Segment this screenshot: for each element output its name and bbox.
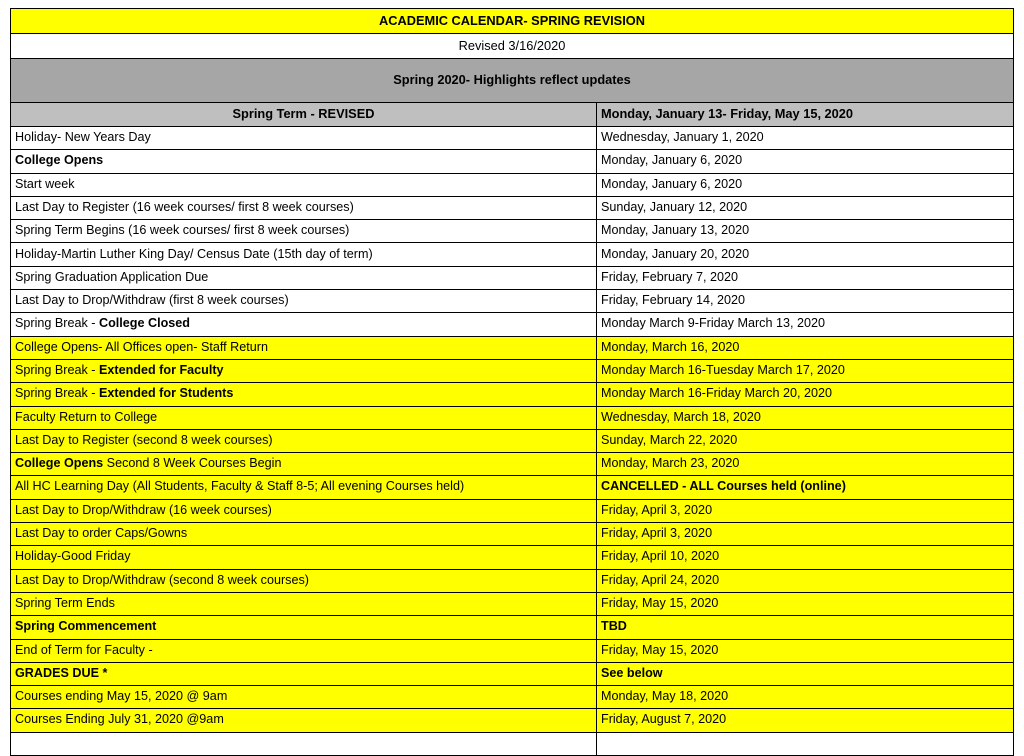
date-cell: CANCELLED - ALL Courses held (online)	[597, 476, 1014, 499]
date-cell: Friday, February 7, 2020	[597, 266, 1014, 289]
table-row	[11, 220, 1014, 243]
date-cell: See below	[597, 662, 1014, 685]
event-label-bold: Extended for Faculty	[99, 363, 224, 377]
event-cell: Last Day to Register (second 8 week courses)	[11, 429, 597, 452]
date-cell: Monday March 16-Tuesday March 17, 2020	[597, 359, 1014, 382]
table-row	[11, 173, 1014, 196]
date-cell: Wednesday, March 18, 2020	[597, 406, 1014, 429]
event-label-bold: College Opens	[15, 456, 104, 471]
date-cell: Monday, March 16, 2020	[597, 336, 1014, 359]
event-cell: College Opens- All Offices open- Staff Return	[11, 336, 597, 359]
table-row	[11, 290, 1014, 313]
table-row	[11, 616, 1014, 639]
date-cell: Sunday, January 12, 2020	[597, 196, 1014, 219]
event-cell	[11, 453, 597, 476]
highlights-note: Spring 2020- Highlights reflect updates	[11, 59, 1014, 103]
table-row	[11, 639, 1014, 662]
table-row	[11, 662, 1014, 685]
column-header-dates: Monday, January 13- Friday, May 15, 2020	[597, 103, 1014, 127]
event-cell: Holiday-Martin Luther King Day/ Census Date (15th day of term)	[11, 243, 597, 266]
event-cell: Holiday- New Years Day	[11, 127, 597, 150]
event-cell: Spring Graduation Application Due	[11, 266, 597, 289]
event-cell: Last Day to Drop/Withdraw (16 week courses)	[11, 499, 597, 522]
date-cell: Wednesday, January 1, 2020	[597, 127, 1014, 150]
date-cell: Friday, May 15, 2020	[597, 639, 1014, 662]
table-row	[11, 476, 1014, 499]
table-row	[11, 336, 1014, 359]
date-cell: Friday, August 7, 2020	[597, 709, 1014, 732]
date-cell: Friday, May 15, 2020	[597, 592, 1014, 615]
date-cell: Monday, January 13, 2020	[597, 220, 1014, 243]
table-row	[11, 686, 1014, 709]
table-row	[11, 266, 1014, 289]
date-cell: Friday, April 24, 2020	[597, 569, 1014, 592]
event-cell: Faculty Return to College	[11, 406, 597, 429]
event-cell: All HC Learning Day (All Students, Faculty & Staff 8-5; All evening Courses held)	[11, 476, 597, 499]
event-cell: Last Day to Drop/Withdraw (first 8 week courses)	[11, 290, 597, 313]
event-cell	[11, 383, 597, 406]
calendar-revised-row	[11, 34, 1014, 59]
column-header-term: Spring Term - REVISED	[11, 103, 597, 127]
event-cell: College Opens	[11, 150, 597, 173]
event-label: Second 8 Week Courses Begin	[103, 456, 282, 471]
table-row	[11, 196, 1014, 219]
table-row	[11, 546, 1014, 569]
event-cell: Spring Term Ends	[11, 592, 597, 615]
event-label: Spring Break -	[15, 316, 99, 331]
event-cell: Holiday-Good Friday	[11, 546, 597, 569]
table-row	[11, 709, 1014, 732]
table-row	[11, 569, 1014, 592]
date-cell: Monday, January 20, 2020	[597, 243, 1014, 266]
table-row	[11, 359, 1014, 382]
date-cell: Friday, April 10, 2020	[597, 546, 1014, 569]
event-label: Spring Break -	[15, 363, 99, 377]
event-cell: Last Day to Drop/Withdraw (second 8 week courses)	[11, 569, 597, 592]
revised-date: Revised 3/16/2020	[11, 34, 1014, 59]
table-row	[11, 523, 1014, 546]
academic-calendar-table-wrapper	[10, 8, 1013, 756]
event-cell: Last Day to Register (16 week courses/ first 8 week courses)	[11, 196, 597, 219]
event-cell: Courses ending May 15, 2020 @ 9am	[11, 686, 597, 709]
table-row	[11, 383, 1014, 406]
date-cell: Sunday, March 22, 2020	[597, 429, 1014, 452]
table-row	[11, 499, 1014, 522]
date-cell: Monday, March 23, 2020	[597, 453, 1014, 476]
table-row	[11, 313, 1014, 336]
calendar-body	[11, 9, 1014, 756]
calendar-band-row	[11, 59, 1014, 103]
date-cell: Friday, April 3, 2020	[597, 523, 1014, 546]
table-row-clipped	[11, 732, 1014, 755]
event-label: Spring Break -	[15, 386, 99, 401]
date-cell: Monday, May 18, 2020	[597, 686, 1014, 709]
table-row	[11, 150, 1014, 173]
page-title: ACADEMIC CALENDAR- SPRING REVISION	[11, 9, 1014, 34]
table-row	[11, 429, 1014, 452]
event-cell: Start week	[11, 173, 597, 196]
calendar-title-row	[11, 9, 1014, 34]
table-row	[11, 127, 1014, 150]
calendar-column-header-row	[11, 103, 1014, 127]
date-cell: Monday, January 6, 2020	[597, 173, 1014, 196]
date-cell: Monday March 9-Friday March 13, 2020	[597, 313, 1014, 336]
event-cell	[11, 732, 597, 755]
event-cell: GRADES DUE *	[11, 662, 597, 685]
table-row	[11, 243, 1014, 266]
event-label-bold: College Closed	[99, 316, 190, 331]
date-cell: Monday March 16-Friday March 20, 2020	[597, 383, 1014, 406]
date-cell: Monday, January 6, 2020	[597, 150, 1014, 173]
table-row	[11, 453, 1014, 476]
event-label-bold: Extended for Students	[99, 386, 234, 401]
event-cell	[11, 359, 597, 382]
event-cell: Courses Ending July 31, 2020 @9am	[11, 709, 597, 732]
date-cell: Friday, February 14, 2020	[597, 290, 1014, 313]
event-cell: Spring Term Begins (16 week courses/ first 8 week courses)	[11, 220, 597, 243]
event-cell: Spring Commencement	[11, 616, 597, 639]
event-cell: End of Term for Faculty -	[11, 639, 597, 662]
table-row	[11, 592, 1014, 615]
date-cell: TBD	[597, 616, 1014, 639]
event-cell	[11, 313, 597, 336]
date-cell: Friday, April 3, 2020	[597, 499, 1014, 522]
date-cell	[597, 732, 1014, 755]
academic-calendar-table	[10, 8, 1014, 756]
event-cell: Last Day to order Caps/Gowns	[11, 523, 597, 546]
table-row	[11, 406, 1014, 429]
